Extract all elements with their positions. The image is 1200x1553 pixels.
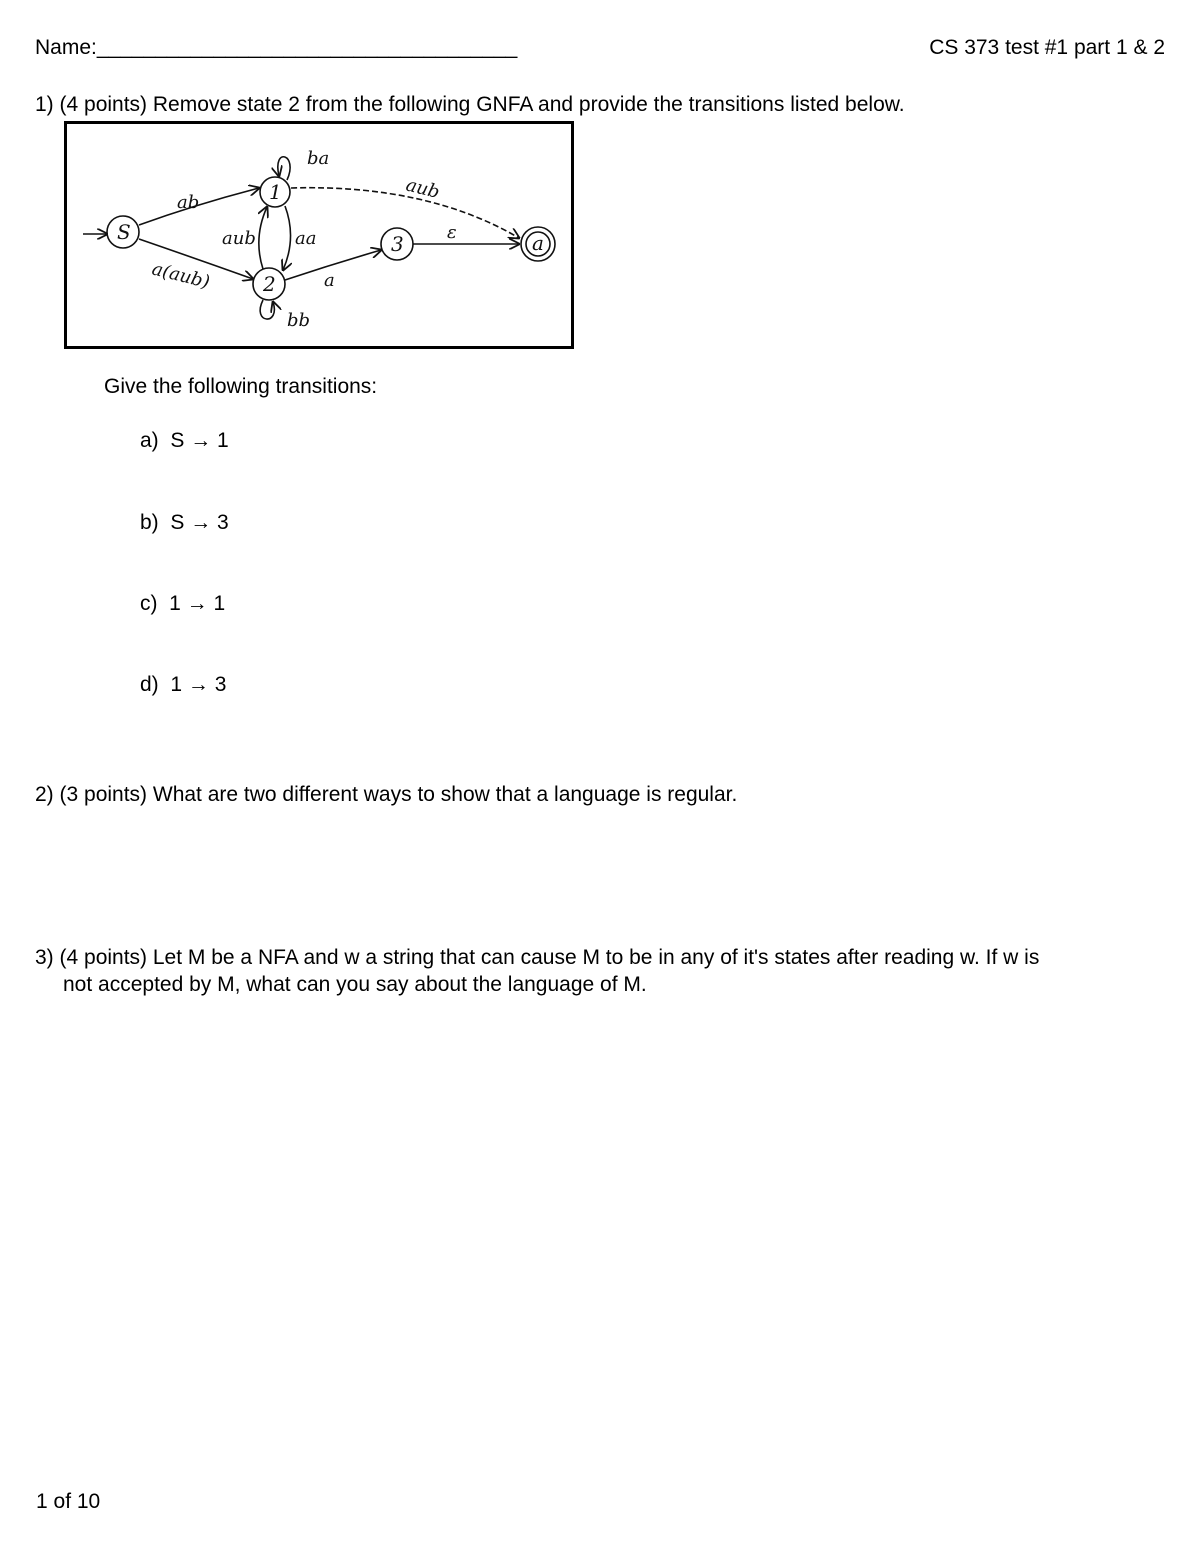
state-s-label: S xyxy=(117,220,131,244)
item-text: S → 1 xyxy=(170,429,229,452)
edge-label-s-to-2: a(aub) xyxy=(149,258,212,294)
gnfa-diagram xyxy=(64,121,574,349)
state-1-label: 1 xyxy=(269,180,282,204)
item-label: b) xyxy=(140,511,159,534)
give-transitions-prompt: Give the following transitions: xyxy=(104,375,378,398)
edge-label-1-to-2: aa xyxy=(295,228,317,249)
question-2-text: 2) (3 points) What are two different ways to show that a language is regular. xyxy=(35,783,738,806)
question-1-text: 1) (4 points) Remove state 2 from the following GNFA and provide the transitions listed below. xyxy=(35,93,905,116)
edge-label-2-to-1: aub xyxy=(222,228,256,249)
edge-1-to-2 xyxy=(283,206,291,270)
state-3-label: 3 xyxy=(391,232,404,256)
edge-label-1-to-accept: aub xyxy=(403,174,442,204)
state-2-label: 2 xyxy=(263,272,276,296)
edge-label-3-to-accept: ε xyxy=(447,222,457,243)
edge-loop-2 xyxy=(260,300,274,319)
page-number: 1 of 10 xyxy=(36,1490,101,1513)
transition-item-a xyxy=(140,429,229,453)
state-accept-label: a xyxy=(532,231,544,255)
item-text: 1 → 1 xyxy=(169,592,226,615)
item-label: d) xyxy=(140,673,159,696)
item-label: a) xyxy=(140,429,159,452)
edge-2-to-1 xyxy=(259,207,267,269)
edge-label-loop-1: ba xyxy=(307,148,330,169)
item-label: c) xyxy=(140,592,158,615)
edge-label-2-to-3: a xyxy=(324,270,335,291)
edge-label-s-to-1: ab xyxy=(177,192,200,213)
question-3-line-1: 3) (4 points) Let M be a NFA and w a string that can cause M to be in any of it's states after reading w. If w is xyxy=(35,946,1040,969)
transition-item-b xyxy=(140,511,229,535)
item-text: 1 → 3 xyxy=(170,673,227,696)
question-3-text xyxy=(35,944,1165,998)
question-3-line-2: not accepted by M, what can you say about the language of M. xyxy=(63,973,647,996)
name-field-label: Name:____________________________________ xyxy=(35,36,518,59)
edge-label-loop-2: bb xyxy=(287,310,311,331)
item-text: S → 3 xyxy=(170,511,229,534)
course-title: CS 373 test #1 part 1 & 2 xyxy=(929,36,1165,59)
edge-loop-1 xyxy=(278,157,290,180)
transition-item-c xyxy=(140,592,225,616)
transition-item-d xyxy=(140,673,226,697)
